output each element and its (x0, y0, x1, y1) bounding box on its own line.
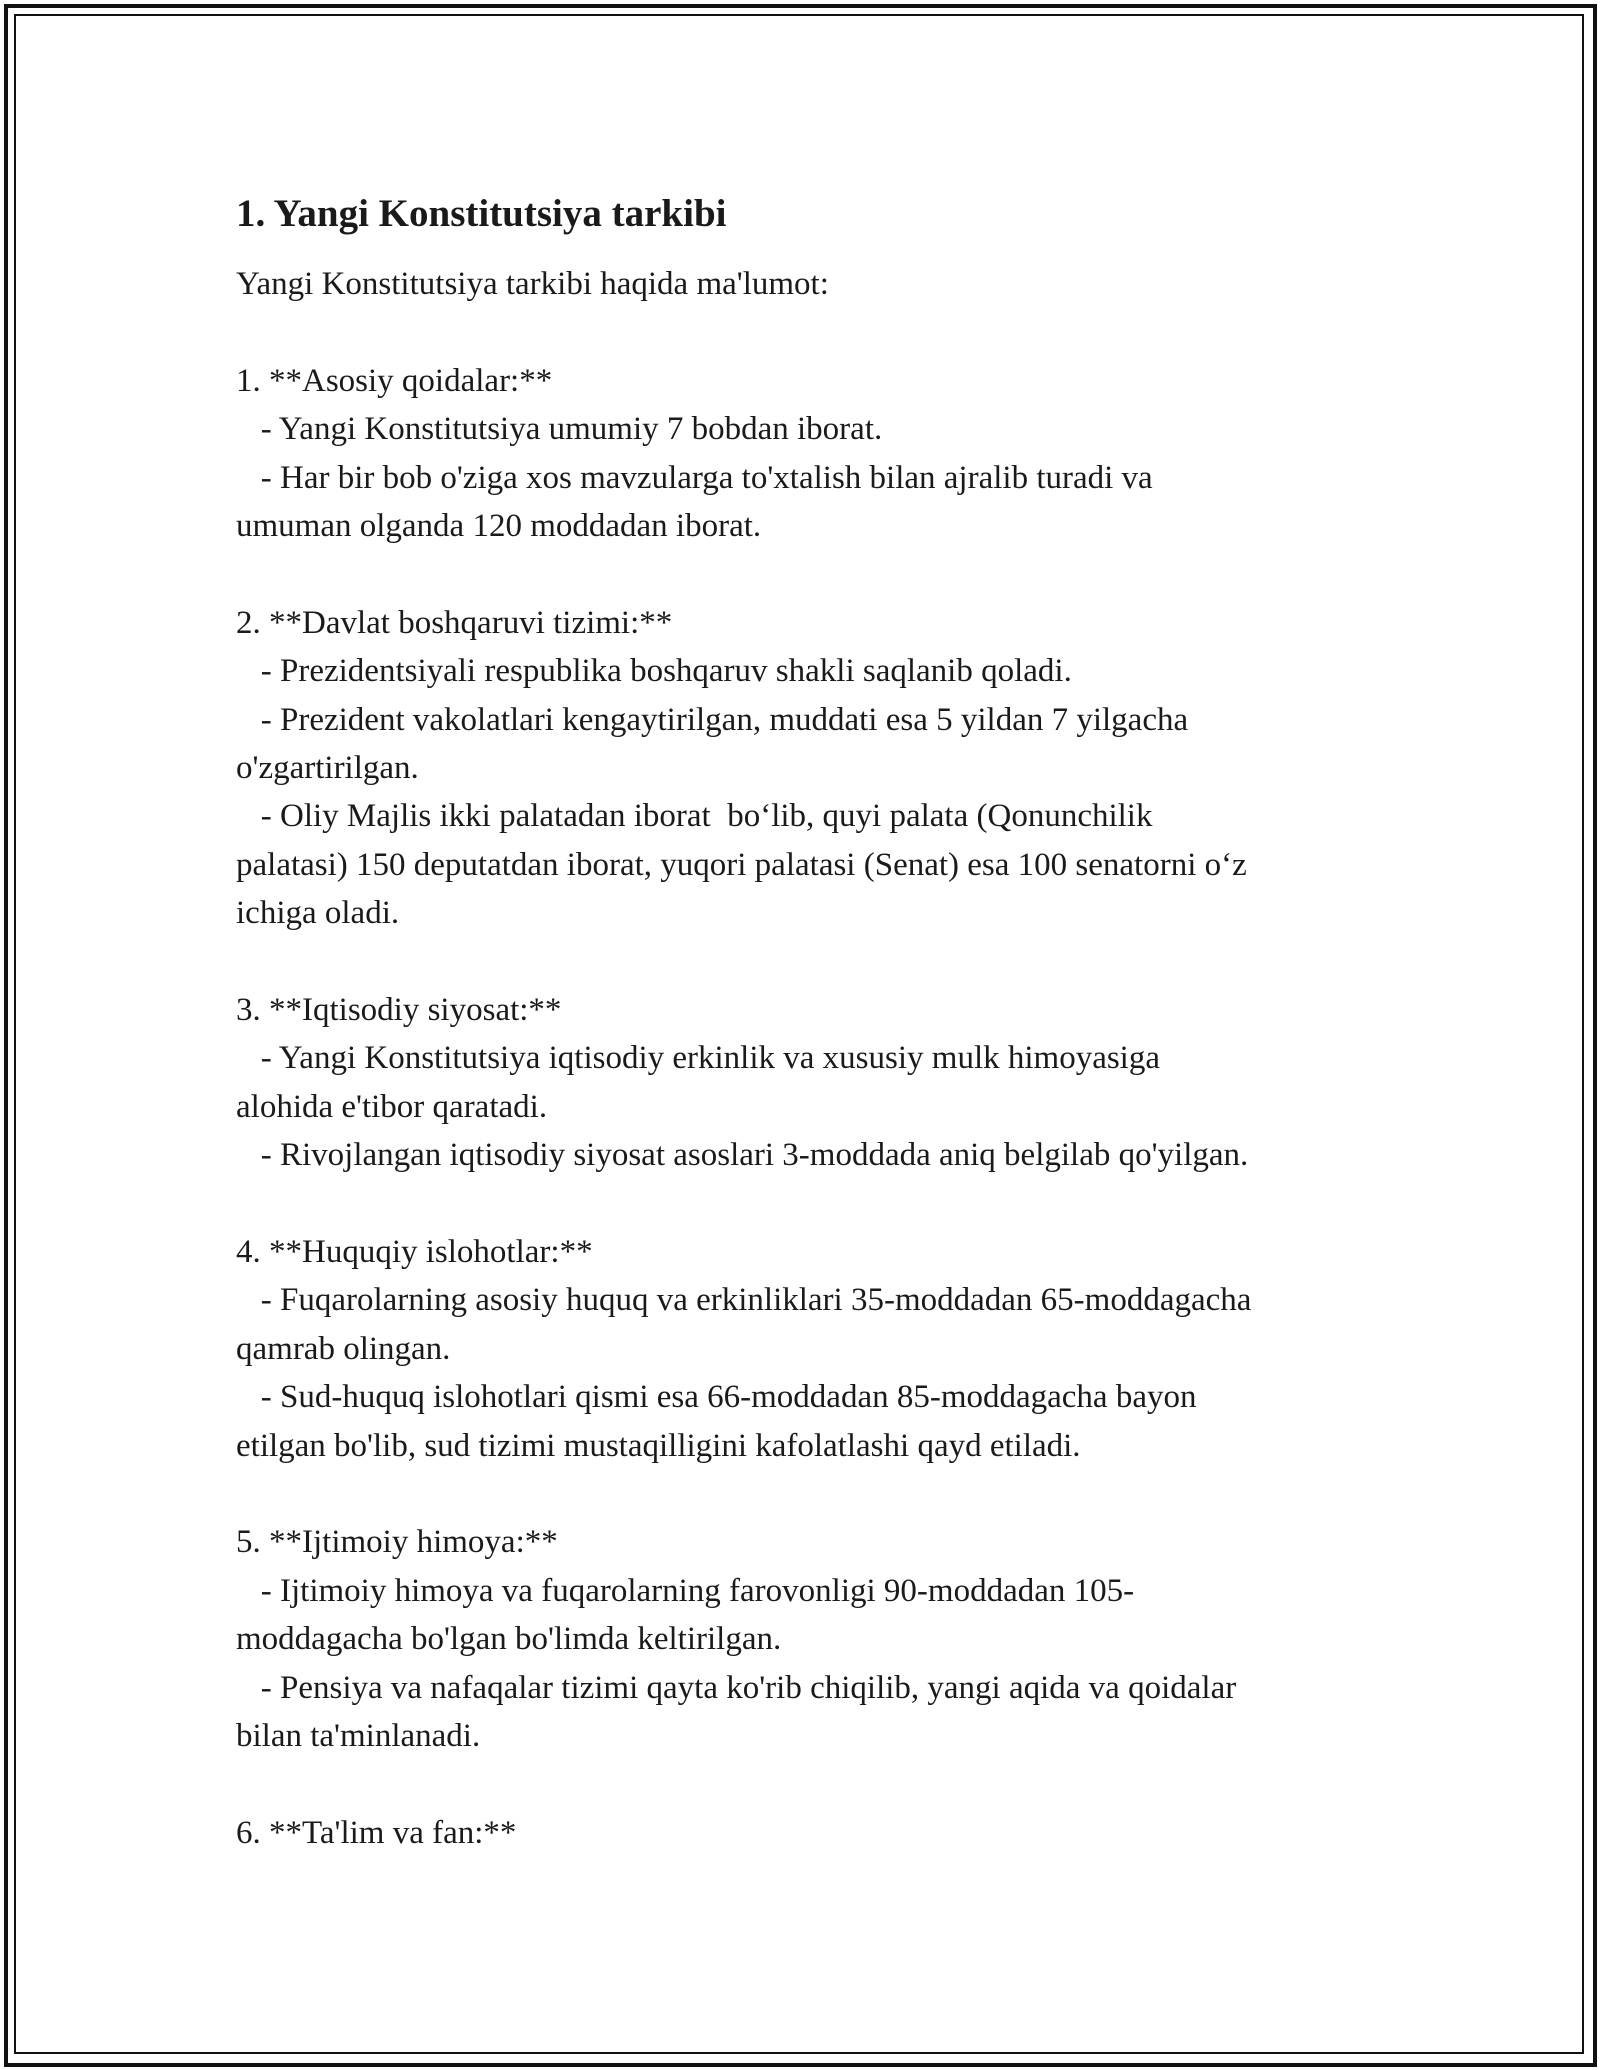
section-line: o'zgartirilgan. (236, 750, 419, 787)
section-line: - Rivojlangan iqtisodiy siyosat asoslari 3-moddada aniq belgilab qo'yilgan. (236, 1137, 1249, 1174)
section-title: 4. **Huquqiy islohotlar:** (236, 1234, 593, 1271)
section-line: - Pensiya va nafaqalar tizimi qayta ko'rib chiqilib, yangi aqida va qoidalar (236, 1669, 1237, 1706)
section-line: etilgan bo'lib, sud tizimi mustaqilligini kafolatlashi qayd etiladi. (236, 1427, 1081, 1464)
spacer (236, 1761, 1386, 1809)
section-line: ichiga oladi. (236, 895, 400, 932)
section-title: 2. **Davlat boshqaruvi tizimi:** (236, 604, 673, 641)
section-line: - Ijtimoiy himoya va fuqarolarning farovonligi 90-moddadan 105- (236, 1572, 1135, 1609)
section-title: 1. **Asosiy qoidalar:** (236, 362, 553, 399)
section-line: - Prezidentsiyali respublika boshqaruv shakli saqlanib qoladi. (236, 653, 1072, 690)
section-3 (236, 986, 1386, 1180)
section-4 (236, 1228, 1386, 1470)
section-line: moddagacha bo'lgan bo'limda keltirilgan. (236, 1621, 782, 1658)
section-title: 5. **Ijtimoiy himoya:** (236, 1524, 558, 1561)
spacer (236, 1470, 1386, 1518)
spacer (236, 938, 1386, 986)
section-line: - Fuqarolarning asosiy huquq va erkinliklari 35-moddadan 65-moddagacha (236, 1282, 1252, 1319)
intro-text: Yangi Konstitutsiya tarkibi haqida ma'lumot: (236, 266, 829, 302)
document-body (236, 186, 1386, 1857)
section-6 (236, 1809, 1386, 1857)
section-line: - Yangi Konstitutsiya umumiy 7 bobdan iborat. (236, 411, 883, 448)
section-line: umuman olganda 120 moddadan iborat. (236, 508, 762, 545)
section-line: - Prezident vakolatlari kengaytirilgan, muddati esa 5 yildan 7 yilgacha (236, 701, 1189, 738)
section-line: qamrab olingan. (236, 1330, 451, 1367)
section-line: palatasi) 150 deputatdan iborat, yuqori palatasi (Senat) esa 100 senatorni o‘z (236, 846, 1247, 883)
section-1 (236, 357, 1386, 551)
section-5 (236, 1518, 1386, 1760)
spacer (236, 1180, 1386, 1228)
section-title: 6. **Ta'lim va fan:** (236, 1814, 517, 1851)
section-title: 3. **Iqtisodiy siyosat:** (236, 992, 562, 1029)
section-line: - Yangi Konstitutsiya iqtisodiy erkinlik va xususiy mulk himoyasiga (236, 1040, 1160, 1077)
spacer (236, 550, 1386, 598)
section-line: alohida e'tibor qaratadi. (236, 1088, 548, 1125)
section-line: - Har bir bob o'ziga xos mavzularga to'xtalish bilan ajralib turadi va (236, 459, 1153, 496)
document-heading: 1. Yangi Konstitutsiya tarkibi (236, 192, 727, 235)
section-line: bilan ta'minlanadi. (236, 1718, 481, 1755)
section-line: - Sud-huquq islohotlari qismi esa 66-moddadan 85-moddagacha bayon (236, 1379, 1197, 1416)
section-line: - Oliy Majlis ikki palatadan iborat bo‘lib, quyi palata (Qonunchilik (236, 798, 1153, 835)
spacer (236, 308, 1386, 356)
section-2 (236, 599, 1386, 938)
